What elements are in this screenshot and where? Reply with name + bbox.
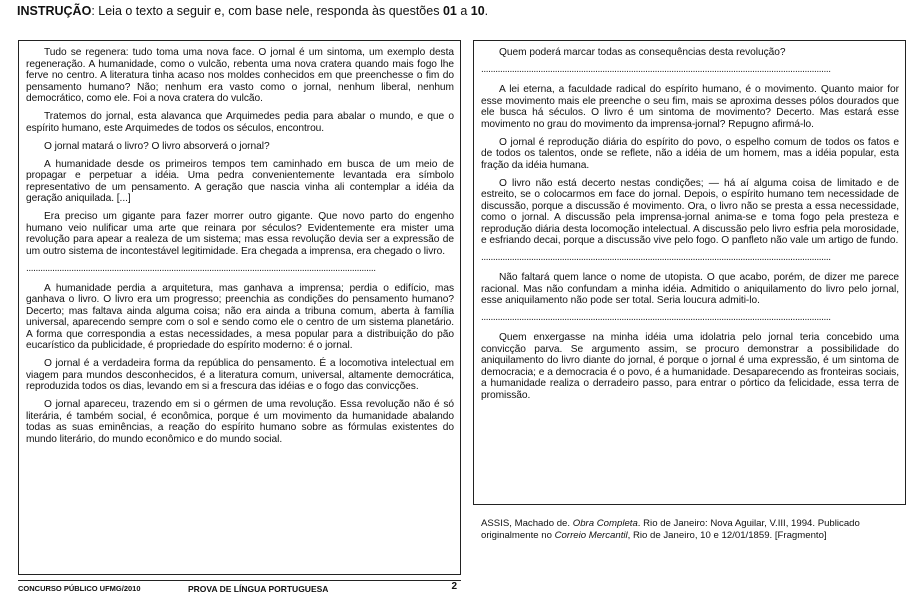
citation-end: , Rio de Janeiro, 10 e 12/01/1859. [Fragmento] [627,529,827,541]
question-from: 01 [442,4,457,18]
citation-author: ASSIS, Machado de. [481,518,573,529]
paragraph: Tratemos do jornal, esta alavanca que Arquimedes pedia para abalar o mundo, e que o espírito humano, este Arquimedes de todos os séculos, encontrou. [26,111,454,134]
section-divider: ................................................................................................................................................... [481,313,831,323]
instruction-end: . [484,4,489,18]
paragraph: Quem enxergasse na minha idéia uma idolatria pelo jornal teria concebido uma convicção parva. Se argumento assim, se procuro demonstrar a possibilidade do aniquilamento do livro diante do jornal, é porque o jornal é uma expressão, é um sintoma de democracia; e a democracia é o povo, é a humanidade. Desaparecendo as fronteiras sociais, a humanidade realiza o derradeiro passo, para entrar o pórtico da felicidade, essa terra de promissão. [481,332,899,401]
footer-test-title: PROVA DE LÍNGUA PORTUGUESA [188,584,329,594]
paragraph: Quem poderá marcar todas as consequências desta revolução? [499,47,786,58]
footer-exam-name: CONCURSO PÚBLICO UFMG/2010 [18,584,141,593]
paragraph: O jornal é reprodução diária do espírito do povo, o espelho comum de todos os fatos e de todos os talentos, onde se reflete, não a idéia de um homem, mas a idéia popular, esta fração da idéia humana. [481,136,899,171]
right-text-column [473,40,906,505]
paragraph: O jornal é a verdadeira forma da república do pensamento. É a locomotiva intelectual em viagem para mundos desconhecidos, é a literatura comum, universal, altamente democrática, reproduzida todos os dias, levando em si a frescura das idéias e o fogo das convicções. [26,358,454,392]
instruction [17,4,488,19]
paragraph: A humanidade perdia a arquitetura, mas ganhava a imprensa; perdia o edifício, mas ganhava o livro. O livro era um progresso; preenchia as condições do pensamento humano? Decerto; mas faltava ainda alguma coisa; não era ainda a tribuna comum, aberta à família universal, aparecendo sempre com o sol e sendo como ele o centro de um sistema planetário. A forma que correspondia a estas necessidades, a mesa popular para a distribuição do pão eucarístico da publicidade, é propriedade do espírito moderno: é o jornal. [26,282,454,351]
instruction-conj: a [456,4,471,18]
left-text-column [18,40,461,575]
section-divider: ................................................................................................................................................... [481,253,831,263]
source-citation [481,518,901,541]
paragraph: A lei eterna, a faculdade radical do espírito humano, é o movimento. Quanto maior for esse movimento mais ele preenche o seu fim, mais se aproxima desses pólos dourados que ele busca há séculos. O livro é um sintoma de movimento? Decerto. Mas estará esse movimento no grau do movimento da imprensa-jornal? Repugno afirmá-lo. [481,84,899,130]
paragraph: O jornal matará o livro? O livro absorverá o jornal? [44,140,270,152]
paragraph: O livro não está decerto nestas condições; — há aí alguma coisa de limitado e de estreito, se o colocarmos em face do jornal. Depois, o espírito humano tem necessidade de discussão, porque a discussão é movimento. Ora, o livro não se presta a essa necessidade, como o jornal. A discussão pela imprensa-jornal anima-se e toma fogo pela presteza e reprodução diária desta locomoção intelectual. A discussão pelo livro esfria pela morosidade, e esfriando decai, porque a discussão vive pelo fogo. O panfleto não vale um artigo de fundo. [481,177,899,246]
paragraph: O jornal apareceu, trazendo em si o gérmen de uma revolução. Essa revolução não é só literária, é também social, é econômica, porque é um movimento da humanidade abalando todas as suas eminências, a reação do espírito humano sobre as fórmulas existentes do mundo literário, do mundo econômico e do mundo social. [26,399,454,445]
citation-newspaper: Correio Mercantil [554,529,628,541]
question-to: 10 [470,4,485,18]
section-divider: ................................................................................................................................................... [26,263,376,274]
citation-details: . Rio de Janeiro: Nova Aguilar, V.III, 1994. Publicado originalmente no [481,518,860,541]
page-footer [18,580,461,595]
paragraph: A humanidade desde os primeiros tempos tem caminhado em busca de um meio de propagar e perpetuar a idéia. Uma pedra convenientemente levantada era símbolo representativo de um pensamento. A geração que nascia vinha ali contemplar a idéia da geração aniquilada. [...] [26,158,454,204]
page-number: 2 [451,581,457,592]
section-divider: ................................................................................................................................................... [481,65,831,75]
instruction-label: INSTRUÇÃO [17,4,92,18]
paragraph: Tudo se regenera: tudo toma uma nova face. O jornal é um sintoma, um exemplo desta regeneração. A humanidade, como o vulcão, rebenta uma nova cratera quando mais fogo lhe ferve no centro. A literatura tinha acaso nos moldes conhecidos em que preenchesse o fim do pensamento humano? Não; nenhum era vasto como o jornal, nenhum liberal, nenhum democrático, como ele. Foi a nova cratera do vulcão. [26,47,454,104]
paragraph: Era preciso um gigante para fazer morrer outro gigante. Que novo parto do engenho humano veio nulificar uma arte que reinara por séculos? Evidentemente era mister uma revolução para apear a realeza de um sistema; mas essa revolução devia ser a expressão de um outro sistema de incontestável legitimidade. Era chegada a imprensa, era chegado o livro. [26,211,454,257]
paragraph: Não faltará quem lance o nome de utopista. O que acabo, porém, de dizer me parece racional. Mas não confundam a minha idéia. Admitido o aniquilamento do livro pelo jornal, esse aniquilamento não pode ser total. Seria loucura admiti-lo. [481,272,899,306]
citation-work: Obra Completa [572,518,638,529]
instruction-text: : Leia o texto a seguir e, com base nele, responda às questões [91,4,443,18]
